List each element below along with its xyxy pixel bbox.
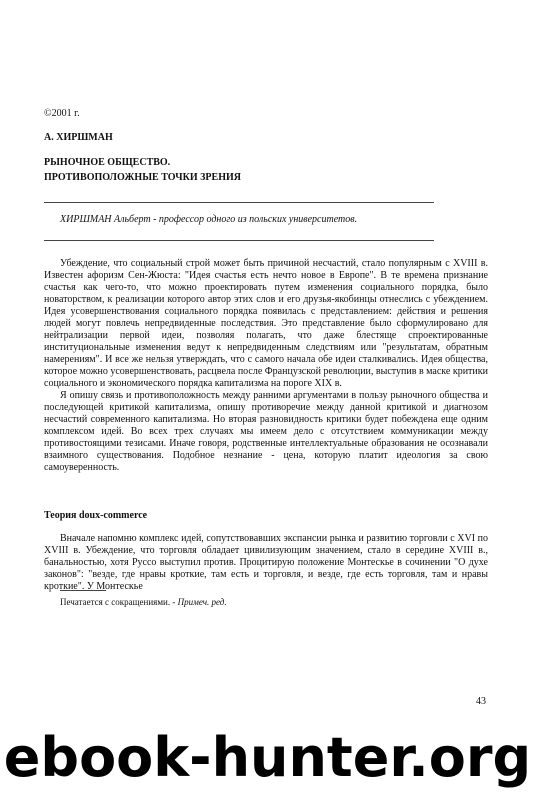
author-bio: ХИРШМАН Альберт - профессор одного из польских университетов.	[60, 214, 358, 225]
author-name: А. ХИРШМАН	[44, 132, 113, 143]
page-number: 43	[476, 696, 486, 707]
watermark-text: ebook-hunter.org	[3, 726, 532, 789]
paragraph-2: Я опишу связь и противоположность между ранними аргументами в пользу рыночного общества и последующей критикой капитализма, опишу противоречие между данной критикой и диагнозом несчастий современного капитализма. Но вторая разновидность критики будет побеждена еще одним комплексом идей. Во всех трех случаях мы имеем дело с отсутствием коммуникации между противостоящими тезисами. Иначе говоря, родственные интеллектуальные образования не осознавали взаимного существования. Подобное незнание - цена, которую платит идеология за свою самоуверенность.	[44, 390, 488, 473]
bottom-divider	[44, 240, 434, 241]
title-line-1: РЫНОЧНОЕ ОБЩЕСТВО.	[44, 157, 171, 168]
paragraph-1: Убеждение, что социальный строй может быть причиной несчастий, стало популярным с XVIII в. Известен афоризм Сен-Жюста: "Идея счастья есть нечто новое в Европе". В те времена признание счастья как чего-то, что можно проектировать путем изменения социального порядка, было новаторством, к реализации которого автор этих слов и его друзья-якобинцы отнеслись с убеждением. Идея усовершенствования социального порядка появилась с представлением: действия и решения людей могут повлечь непредвиденные последствия. Это представление было сформулировано для нейтрализации первой идеи, позволяя полагать, что даже блестяще спроектированные институциональные изменения ведут к непредвиденным следствиям или "результатам, обратным намерениям". И все же нельзя утверждать, что с самого начала обе идеи сталкивались. Идея общества, которое можно усовершенствовать, расцвела после Французской революции, выступив в маске критики социального и экономического порядка капитализма на пороге XIX в.	[44, 258, 488, 389]
footnote-note: Примеч. ред.	[177, 597, 227, 607]
footnote-text: Печатается с сокращениями. -	[60, 597, 178, 607]
paragraph-3: Вначале напомню комплекс идей, сопутствовавших экспансии рынка и развитию торговли с XVI по XVIII в. Убеждение, что торговля обладает цивилизующим значением, стало в середине XVIII в., банальностью, хотя Руссо выступил против. Процитирую положение Монтескье в сочинении "О духе законов": "везде, где нравы кроткие, там есть и торговля, и везде, где есть торговля, там и нравы кроткие". У Монтескье	[44, 533, 488, 592]
title-line-2: ПРОТИВОПОЛОЖНЫЕ ТОЧКИ ЗРЕНИЯ	[44, 172, 241, 183]
article-title	[44, 155, 241, 185]
section-heading: Теория doux-commerce	[44, 510, 148, 521]
body-text-section	[44, 533, 488, 593]
top-divider	[44, 202, 434, 203]
footnote	[60, 597, 227, 607]
footnote-divider	[60, 590, 106, 591]
body-text-intro	[44, 258, 488, 474]
copyright: ©2001 г.	[44, 108, 80, 119]
